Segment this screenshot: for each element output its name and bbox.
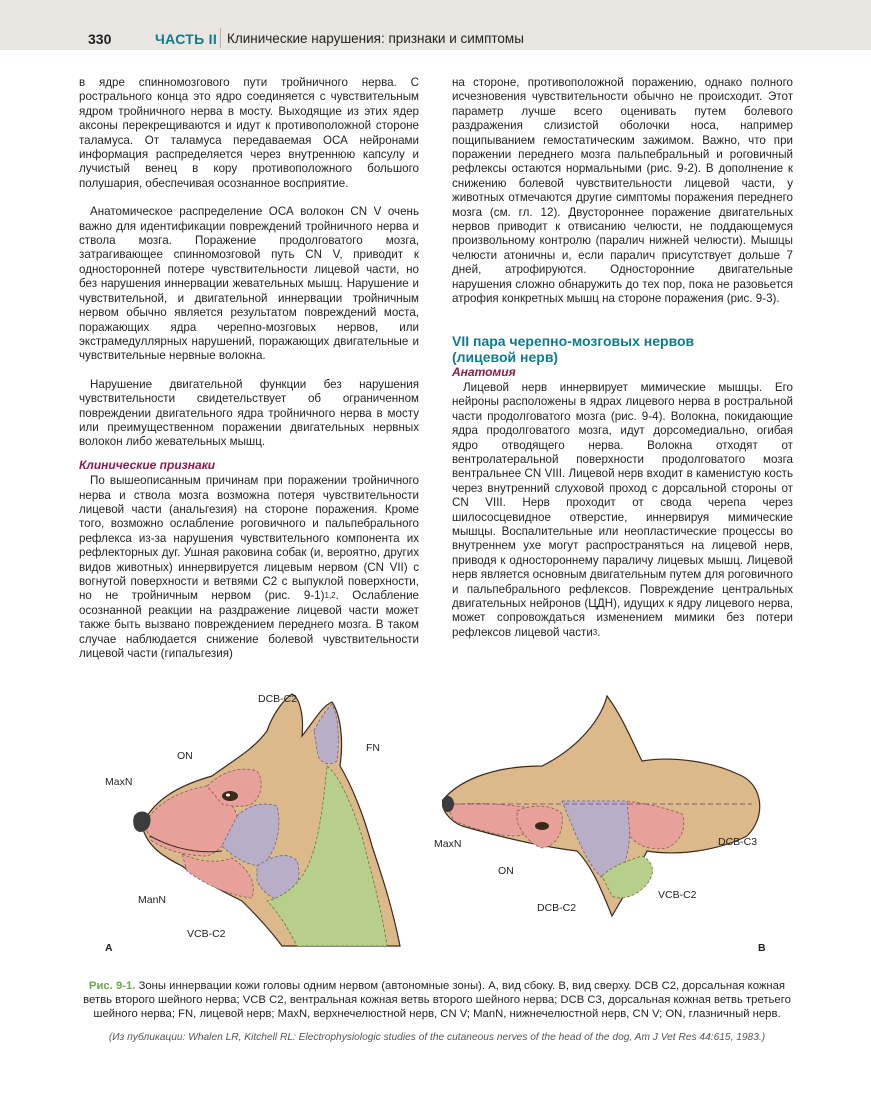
running-header [0, 0, 871, 50]
header-divider [220, 28, 221, 48]
right-paragraph-2-part-b: . [597, 625, 601, 639]
label-a-maxn: MaxN [105, 776, 133, 788]
left-paragraph-1: в ядре спинномозгового пути тройничного нерва. С рострального конца это ядро соединяется с чувствительным ядром тройничного нерва в мосту. Выходящие из этих ядер аксоны перекрещиваются и идут к противоположной стороне таламуса. От таламуса передаваемая ОСА нейронами информация распределяется через внутреннюю капсулу и лучистый венец в кору противоположного большого полушария, обеспечивая осознанное восприятие. [79, 76, 419, 190]
figure-caption [82, 979, 792, 1022]
right-paragraph-1: на стороне, противоположной поражению, однако полного исчезновения чувствительности обычно не происходит. Этот параметр лучше всего оценивать путем болевого раздражения слизистой оболочки носа, например пощипыванием гемостатическим зажимом. Важно, что при поражении переднего мозга пальпебральный и роговичный рефлексы остаются нормальными (рис. 9-2). В дополнение к снижению болевой чувствительности лицевой части, у животных отмечаются другие симптомы поражения переднего мозга (см. гл. 12). Двустороннее поражение двигательных нервов приводит к отвисанию челюсти, не поддающемуся произвольному контролю (паралич нижней челюсти). Мышцы челюсти атоничны и, если паралич присутствует дольше 7 дней, атрофируются. Односторонние двигательные нарушения сложно обнаружить до тех пор, пока не разовьется атрофия конкретных мышц на стороне поражения (рис. 9-3). [452, 76, 793, 306]
label-a-fn: FN [366, 742, 380, 754]
left-paragraph-4-part-b: . Ослабление осознанной реакции на раздражение лицевой части может также быть вызвано повреждением переднего мозга. В таком случае наблюдается снижение болевой чувствительности лицевой части (гипальгезия) [79, 589, 419, 661]
section-heading [452, 333, 793, 365]
figure-9-1 [82, 676, 782, 966]
label-b-on: ON [498, 865, 514, 877]
dog-head-dorsal-illustration [442, 686, 772, 946]
left-paragraph-4-part-a: По вышеописанным причинам при поражении тройничного нерва и ствола мозга возможна потеря чувствительности лицевой части (анальгезия) на стороне поражения. Кроме того, возможно ослабление роговичного и пальпебрального рефлекса из-за нарушения чувствительного компонента их рефлекторных дуг. Ушная раковина собак (и, вероятно, других видов животных) иннервируется лицевым нервом (CN VII) с вогнутой поверхности и ветвями С2 с выпуклой поверхности, но не тройничным нервом (рис. 9-1) [79, 474, 419, 603]
subheading-clinical-signs: Клинические признаки [79, 457, 216, 472]
label-b-dcb-c2: DCB-C2 [537, 902, 577, 914]
page-number: 330 [88, 31, 112, 47]
label-a-mann: ManN [138, 894, 167, 906]
left-paragraph-4 [79, 474, 419, 661]
label-a-dcb-c2: DCB-C2 [258, 693, 298, 705]
label-a-on: ON [177, 750, 193, 762]
figure-credit: (Из публикации: Whalen LR, Kitchell RL: Electrophysiologic studies of the cutaneous nerves of the head of the dog, Am J Vet Res 44:615, 1983.) [108, 1032, 766, 1043]
part-label: ЧАСТЬ II [155, 31, 218, 47]
left-column [79, 76, 419, 661]
right-paragraph-2-part-a: Лицевой нерв иннервирует мимические мышцы. Его нейроны расположены в ядрах лицевого нерва в ростральной части продолговатого мозга (рис. 9-4). Волокна, покидающие ядра продолговатого мозга, идут дорсомедиально, огибая ядро отводящего нерва. Волокна отходят от вентролатеральной поверхности продолговатого мозга вентральнее CN VIII. Лицевой нерв входит в каменистую кость через внутренний слуховой проход с дорсальной стороны от CN VIII. Нерв проходит от свода черепа через шилососцевидное отверстие, иннервируя мимические мышцы. Воспалительные или неопластические процессы во внутреннем ухе могут распространяться на лицевой нерв, приводя к одностороннему параличу лицевых мышц. Лицевой нерв является основным двигательным путем для роговичного и пальпебрального рефлексов. Повреждение центральных двигательных нейронов (ЦДН), идущих к ядру лицевого нерва, может сопровождаться изменением мимики без потери рефлексов лицевой части [452, 380, 793, 639]
dog-head-lateral-illustration [82, 676, 412, 966]
chapter-title: Клинические нарушения: признаки и симптомы [227, 31, 524, 46]
left-paragraph-2: Анатомическое распределение ОСА волокон CN V очень важно для идентификации повреждений тройничного нерва и ствола мозга. Поражение продолговатого мозга, затрагивающее спинномозговой путь CN V, приводит к односторонней потере чувствительности лицевой части, но без нарушения иннервации жевательных мышц. Нарушение и чувствительной, и двигательной иннервации тройничным нервом обычно является результатом повреждений моста, поражающих ядра черепно-мозговых нервов, или экстрамедуллярных нарушений, поражающих двигательные и чувствительные нервные волокна. [79, 205, 419, 363]
panel-a-letter: A [105, 942, 113, 954]
reference-superscript: 1,2 [324, 591, 336, 601]
label-b-maxn: MaxN [434, 838, 462, 850]
section-heading-line-1: VII пара черепно-мозговых нервов [452, 332, 695, 349]
label-a-vcb-c2: VCB-C2 [187, 928, 226, 940]
right-column [452, 76, 793, 640]
section-heading-line-2: (лицевой нерв) [452, 348, 559, 365]
panel-b-letter: B [758, 942, 766, 954]
right-paragraph-2 [452, 381, 793, 640]
left-paragraph-3: Нарушение двигательной функции без нарушения чувствительности свидетельствует об ограниченном повреждении двигательного ядра тройничного нерва в мосту или преимущественном поражении двигательных нервных волокон либо жевательных мышц. [79, 377, 419, 449]
caption-label: Рис. 9-1. [88, 980, 136, 992]
reference-superscript: 3 [592, 627, 598, 637]
label-b-dcb-c3: DCB-C3 [718, 836, 758, 848]
caption-text: Зоны иннервации кожи головы одним нервом (автономные зоны). А, вид сбоку. В, вид сверху. DCB C2, дорсальная кожная ветвь второго шейного нерва; VCB C2, вентральная кожная ветвь второго шейного нерва; DCB C3, дорсальная кожная ветвь третьего шейного нерва; FN, лицевой нерв; MaxN, верхнечелюстной нерв, CN V; ManN, нижнечелюстной нерв, CN V; ON, глазничный нерв. [83, 980, 791, 1021]
subheading-anatomy: Анатомия [452, 364, 516, 379]
label-b-vcb-c2: VCB-C2 [658, 889, 697, 901]
